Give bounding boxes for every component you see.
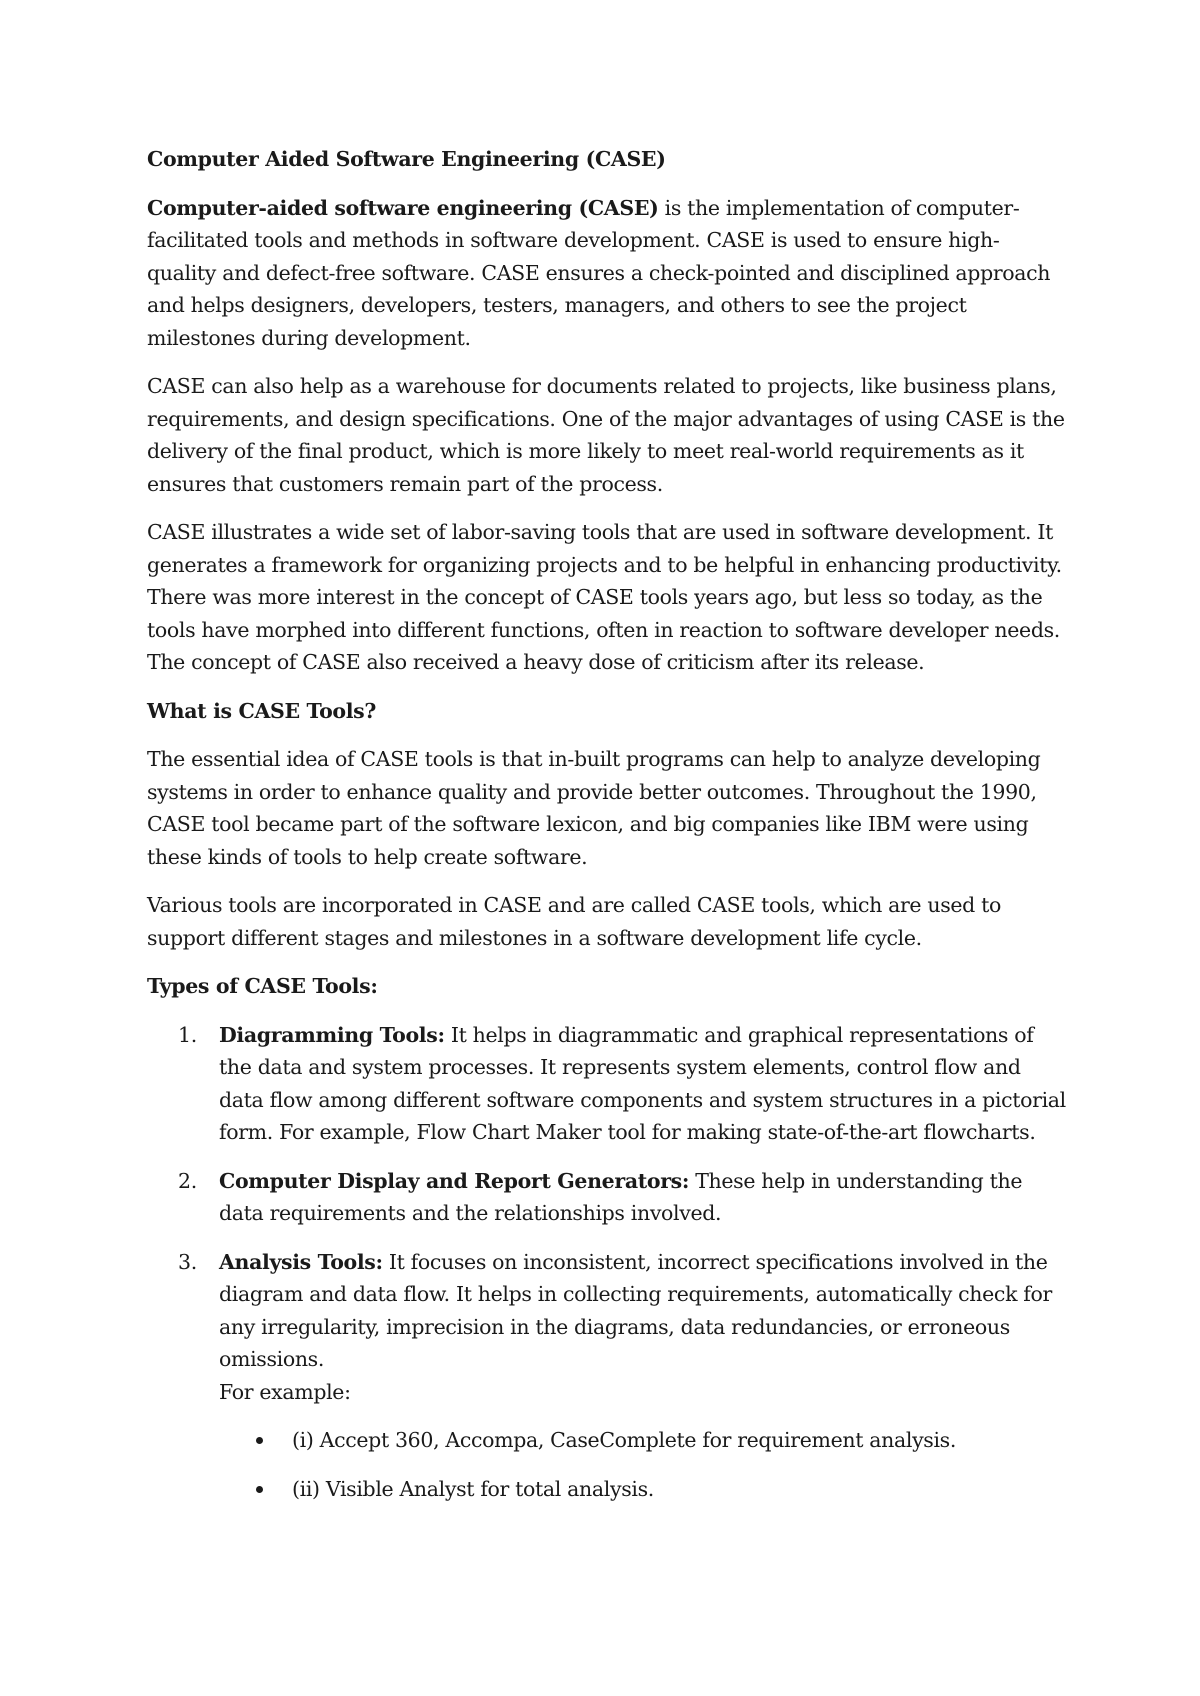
list-item xyxy=(219,1473,1067,1506)
paragraph-warehouse: CASE can also help as a warehouse for documents related to projects, like business plans, requirements, and design specifications. One of the major advantages of using CASE is the delivery of the final product, which is more likely to meet real-world requirements as it ensures that customers remain part of the process. xyxy=(147,374,1065,496)
list-number: 3. xyxy=(178,1249,197,1274)
document-title: Computer Aided Software Engineering (CASE) xyxy=(147,147,666,171)
list-item-text: It focuses on inconsistent, incorrect specifications involved in the diagram and data flow. It helps in collecting requirements, automatically check for any irregularity, imprecision in the diagrams, data redundancies, or erroneous omissions. xyxy=(219,1249,1052,1371)
list-item xyxy=(147,1165,1067,1230)
list-item-term: Diagramming Tools: xyxy=(219,1022,445,1047)
examples-list xyxy=(219,1424,1067,1505)
intro-paragraph xyxy=(147,192,1067,355)
list-number: 2. xyxy=(178,1168,197,1193)
paragraph-various-tools: Various tools are incorporated in CASE and are called CASE tools, which are used to support different stages and milestones in a software development life cycle. xyxy=(147,893,1002,950)
list-number: 1. xyxy=(178,1022,197,1047)
list-item-text: It helps in diagrammatic and graphical representations of the data and system processes. It represents system elements, control flow and data flow among different software components and system structures in a pictorial form. For example, Flow Chart Maker tool for making state-of-the-art flowcharts. xyxy=(219,1022,1066,1144)
example-label: For example: xyxy=(219,1379,351,1404)
heading-what-is-case-tools: What is CASE Tools? xyxy=(147,698,377,723)
example-text: (ii) Visible Analyst for total analysis. xyxy=(292,1476,654,1501)
intro-text: is the implementation of computer-facilitated tools and methods in software development. CASE is used to ensure high-quality and defect-free software. CASE ensures a check-pointed and disciplined approach and helps designers, developers, testers, managers, and others to see the project milestones during development. xyxy=(147,195,1051,350)
list-item-text: These help in understanding the data requirements and the relationships involved. xyxy=(219,1168,1023,1225)
list-item xyxy=(147,1019,1067,1149)
bullet-icon xyxy=(256,1486,263,1493)
list-item xyxy=(219,1424,1067,1457)
list-item xyxy=(147,1246,1067,1506)
list-item-term: Computer Display and Report Generators: xyxy=(219,1168,690,1193)
bullet-icon xyxy=(256,1437,263,1444)
heading-types-of-case-tools: Types of CASE Tools: xyxy=(147,974,378,998)
document-page xyxy=(147,143,1067,1521)
example-text: (i) Accept 360, Accompa, CaseComplete for requirement analysis. xyxy=(292,1428,957,1452)
intro-term: Computer-aided software engineering (CASE) xyxy=(147,195,659,220)
list-item-term: Analysis Tools: xyxy=(219,1249,383,1274)
paragraph-essential-idea: The essential idea of CASE tools is that in-built programs can help to analyze developing systems in order to enhance quality and provide better outcomes. Throughout the 1990, CASE tool became part of the software lexicon, and big companies like IBM were using these kinds of tools to help create software. xyxy=(147,747,1041,869)
paragraph-labor-saving: CASE illustrates a wide set of labor-saving tools that are used in software development. It generates a framework for organizing projects and to be helpful in enhancing productivity. There was more interest in the concept of CASE tools years ago, but less so today, as the tools have morphed into different functions, often in reaction to software developer needs. The concept of CASE also received a heavy dose of criticism after its release. xyxy=(147,520,1062,674)
types-list xyxy=(147,1019,1067,1506)
